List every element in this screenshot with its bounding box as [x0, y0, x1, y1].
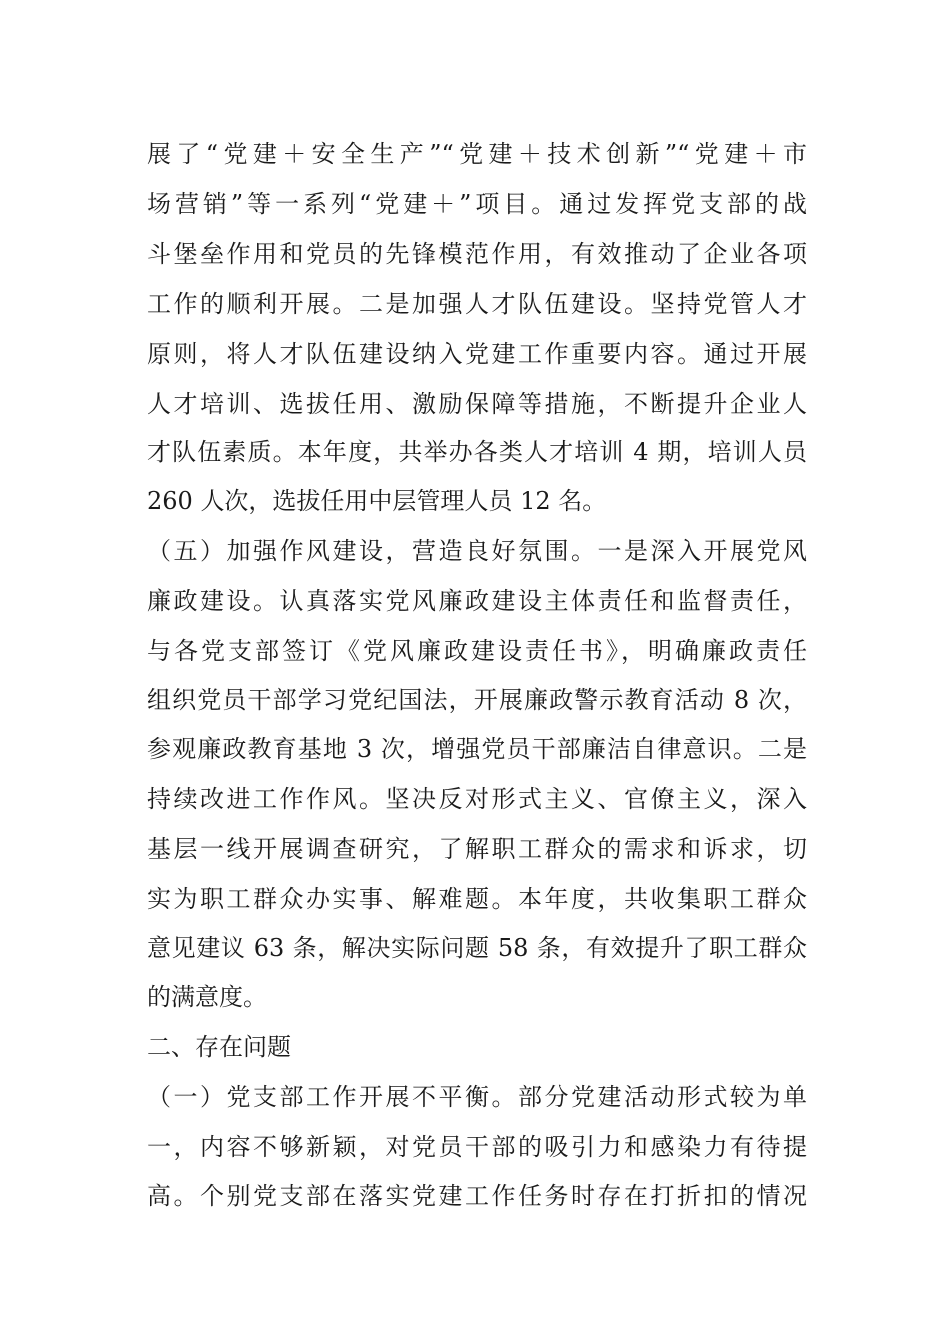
text-line: 持续改进工作作风。坚决反对形式主义、官僚主义，深入 [147, 785, 807, 813]
text-line: 才队伍素质。本年度，共举办各类人才培训 4 期，培训人员 [147, 438, 807, 466]
text-line: 组织党员干部学习党纪国法，开展廉政警示教育活动 8 次， [147, 686, 807, 714]
text-line: 斗堡垒作用和党员的先锋模范作用，有效推动了企业各项 [147, 240, 807, 268]
text-line: 实为职工群众办实事、解难题。本年度，共收集职工群众 [147, 885, 807, 913]
text-line: 原则，将人才队伍建设纳入党建工作重要内容。通过开展 [147, 340, 807, 368]
paragraph-heading-line: （一）党支部工作开展不平衡。部分党建活动形式较为单 [147, 1083, 807, 1111]
text-line: 展了“党建＋安全生产”“党建＋技术创新”“党建＋市 [147, 140, 807, 168]
text-line: 的满意度。 [147, 983, 267, 1011]
text-line: 260 人次，选拔任用中层管理人员 12 名。 [147, 487, 607, 515]
text-line: 场营销”等一系列“党建＋”项目。通过发挥党支部的战 [147, 190, 807, 218]
text-line: 与各党支部签订《党风廉政建设责任书》，明确廉政责任 [147, 637, 807, 665]
text-line: 基层一线开展调查研究，了解职工群众的需求和诉求，切 [147, 835, 807, 863]
text-line: 廉政建设。认真落实党风廉政建设主体责任和监督责任， [147, 587, 807, 615]
text-line: 意见建议 63 条，解决实际问题 58 条，有效提升了职工群众 [147, 934, 807, 962]
text-line: 一，内容不够新颖，对党员干部的吸引力和感染力有待提 [147, 1133, 807, 1161]
text-line: 工作的顺利开展。二是加强人才队伍建设。坚持党管人才 [147, 290, 807, 318]
text-line: 参观廉政教育基地 3 次，增强党员干部廉洁自律意识。二是 [147, 735, 807, 763]
text-line: 高。个别党支部在落实党建工作任务时存在打折扣的情况 [147, 1182, 807, 1210]
section-heading: 二、存在问题 [147, 1033, 291, 1061]
text-line: 人才培训、选拔任用、激励保障等措施，不断提升企业人 [147, 390, 807, 418]
paragraph-heading-line: （五）加强作风建设，营造良好氛围。一是深入开展党风 [147, 537, 807, 565]
